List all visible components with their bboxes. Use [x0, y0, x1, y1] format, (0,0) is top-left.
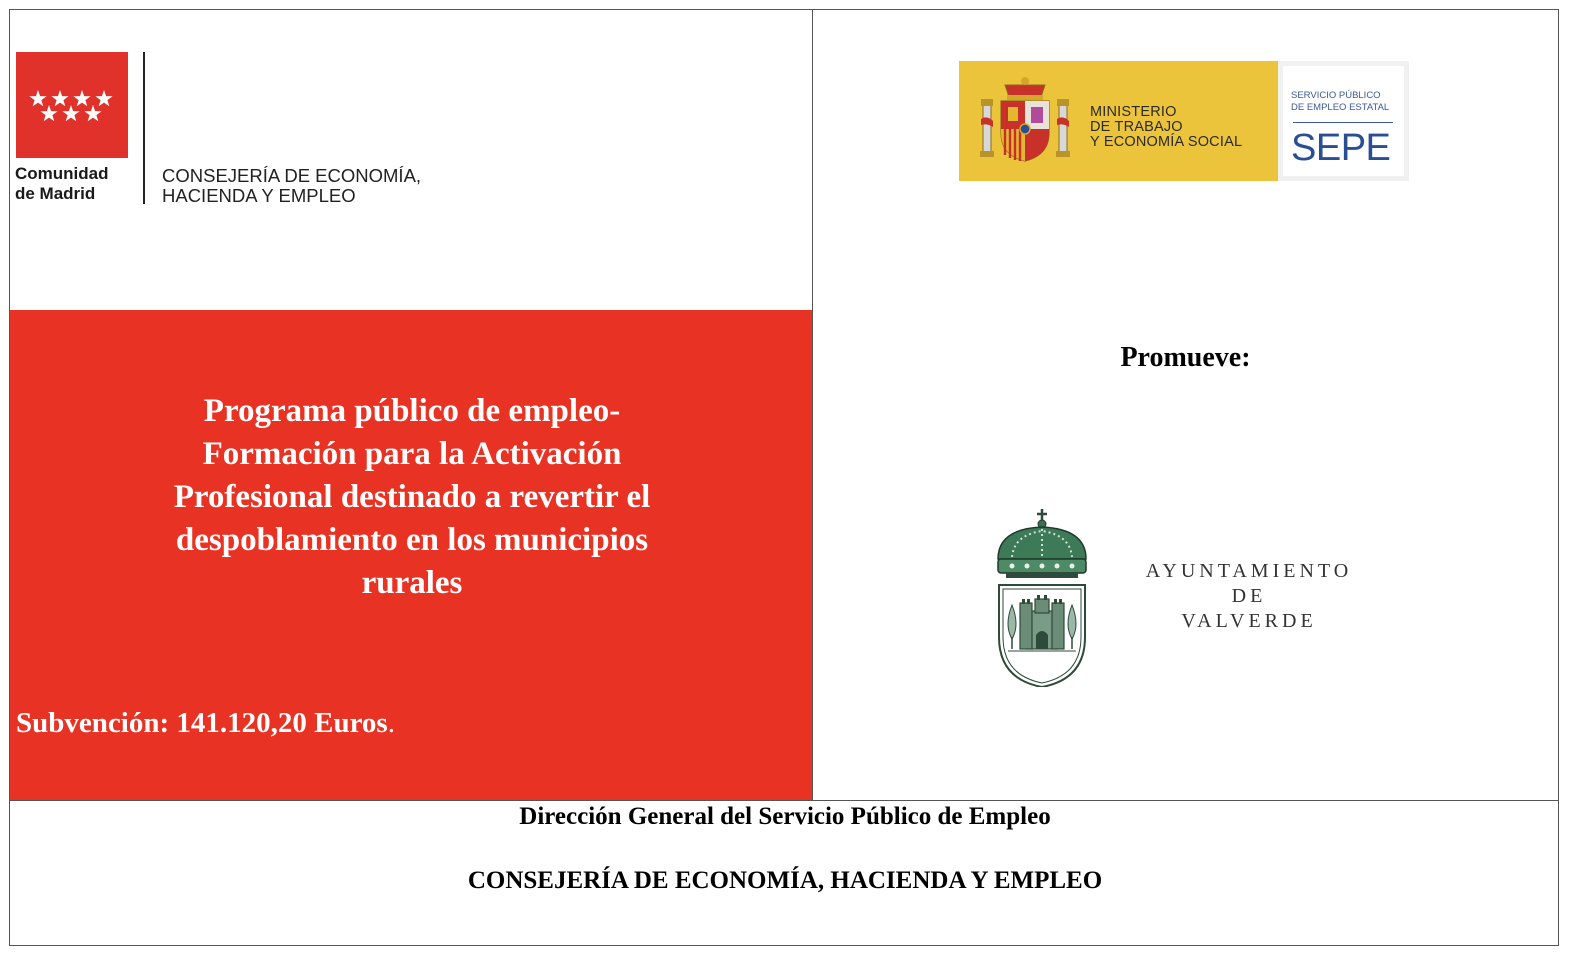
sepe-rule: [1293, 122, 1393, 123]
program-title-line4: despoblamiento en los municipios: [175, 522, 649, 558]
sepe-small-line1: SERVICIO PÚBLICO: [1291, 90, 1381, 101]
program-title: [90, 390, 734, 605]
program-panel: [9, 310, 813, 801]
logo-divider: [143, 52, 145, 204]
ministerio-line2: DE TRABAJO: [1090, 119, 1183, 135]
sepe-panel: [1283, 66, 1404, 176]
sepe-small-line2: DE EMPLEO ESTATAL: [1291, 102, 1390, 113]
sepe-name: SEPE: [1291, 127, 1391, 169]
promueve-heading: Promueve:: [1120, 342, 1251, 373]
spain-coat-of-arms-icon: [979, 75, 1071, 165]
consejeria-line2: HACIENDA Y EMPLEO: [162, 185, 356, 206]
comunidad-madrid-flag-icon: [16, 52, 128, 158]
comunidad-madrid-header: [9, 9, 813, 311]
ayuntamiento-line3: VALVERDE: [1181, 610, 1317, 632]
ministerio-line1: MINISTERIO: [1090, 104, 1177, 120]
program-title-line2: Formación para la Activación: [202, 436, 622, 472]
ayuntamiento-valverde-text: [1112, 559, 1386, 634]
subvencion-amount: [16, 707, 395, 740]
subvencion-text: Subvención: 141.120,20 Euros: [16, 707, 388, 739]
sepe-subtitle: [1291, 90, 1389, 114]
valverde-crest-icon: [992, 507, 1098, 687]
direccion-general-line: Dirección General del Servicio Público de Empleo: [519, 803, 1051, 830]
promoters-panel: [812, 9, 1559, 801]
comunidad-madrid-name: [15, 164, 109, 204]
sepe-logo: [1278, 61, 1409, 181]
comunidad-name-line2: de Madrid: [15, 184, 96, 203]
program-title-line1: Programa público de empleo-: [203, 393, 621, 429]
consejeria-line1: CONSEJERÍA DE ECONOMÍA,: [162, 165, 422, 186]
program-title-line5: rurales: [361, 565, 463, 601]
ayuntamiento-line2: DE: [1231, 585, 1267, 607]
consejeria-label: [162, 166, 421, 206]
comunidad-name-line1: Comunidad: [15, 164, 109, 183]
footer-panel: [9, 800, 1559, 946]
ayuntamiento-line1: AYUNTAMIENTO: [1145, 560, 1353, 582]
subvencion-period: .: [387, 707, 395, 739]
ministerio-line3: Y ECONOMÍA SOCIAL: [1090, 134, 1243, 150]
program-title-line3: Profesional destinado a revertir el: [173, 479, 651, 515]
ministerio-text: [1090, 105, 1242, 150]
consejeria-footer-line: CONSEJERÍA DE ECONOMÍA, HACIENDA Y EMPLEO: [467, 867, 1103, 894]
ministerio-logo: [959, 61, 1278, 181]
